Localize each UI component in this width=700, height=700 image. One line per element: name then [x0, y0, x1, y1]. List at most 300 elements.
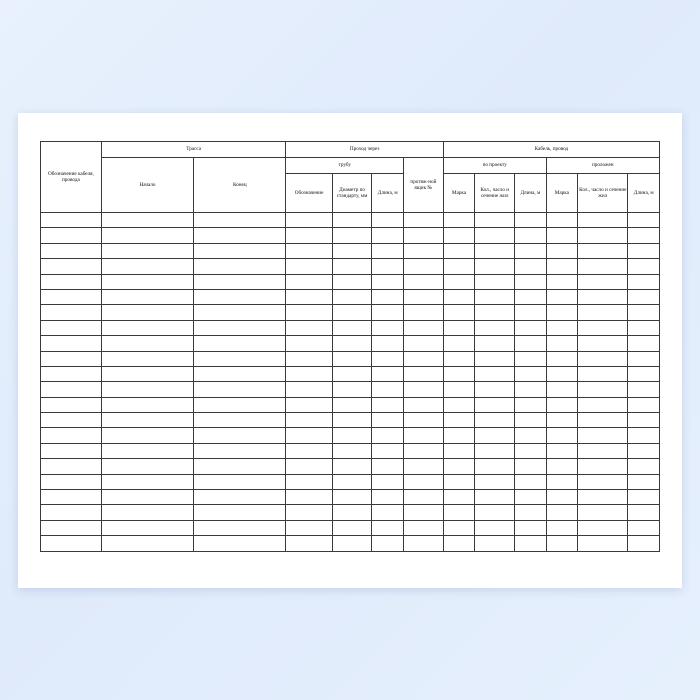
table-cell[interactable]	[628, 382, 660, 397]
table-cell[interactable]	[101, 259, 193, 274]
table-cell[interactable]	[41, 428, 102, 443]
table-cell[interactable]	[403, 305, 443, 320]
table-cell[interactable]	[546, 289, 577, 304]
table-cell[interactable]	[515, 428, 546, 443]
paper-sheet	[18, 113, 682, 588]
table-cell[interactable]	[194, 305, 286, 320]
table-cell[interactable]	[194, 536, 286, 551]
table-cell[interactable]	[475, 474, 515, 489]
table-cell[interactable]	[578, 428, 628, 443]
table-cell[interactable]	[443, 505, 474, 520]
table-cell[interactable]	[286, 382, 332, 397]
table-cell[interactable]	[628, 428, 660, 443]
table-cell[interactable]	[41, 259, 102, 274]
table-cell[interactable]	[41, 443, 102, 458]
table-cell[interactable]	[41, 413, 102, 428]
table-cell[interactable]	[403, 474, 443, 489]
table-cell[interactable]	[286, 228, 332, 243]
table-cell[interactable]	[475, 243, 515, 258]
table-cell[interactable]	[41, 213, 102, 228]
table-cell[interactable]	[515, 366, 546, 381]
table-cell[interactable]	[332, 274, 372, 289]
table-cell[interactable]	[515, 320, 546, 335]
table-cell[interactable]	[515, 413, 546, 428]
table-cell[interactable]	[475, 382, 515, 397]
table-cell[interactable]	[403, 490, 443, 505]
table-cell[interactable]	[286, 474, 332, 489]
table-row	[41, 459, 660, 474]
table-cell[interactable]	[332, 213, 372, 228]
table-cell[interactable]	[372, 459, 403, 474]
table-cell[interactable]	[372, 382, 403, 397]
table-cell[interactable]	[475, 413, 515, 428]
table-cell[interactable]	[628, 351, 660, 366]
table-cell[interactable]	[41, 505, 102, 520]
table-cell[interactable]	[628, 228, 660, 243]
table-cell[interactable]	[101, 366, 193, 381]
table-cell[interactable]	[332, 320, 372, 335]
table-cell[interactable]	[443, 213, 474, 228]
table-cell[interactable]	[546, 320, 577, 335]
table-cell[interactable]	[403, 505, 443, 520]
table-cell[interactable]	[515, 474, 546, 489]
table-cell[interactable]	[578, 274, 628, 289]
table-cell[interactable]	[515, 536, 546, 551]
table-cell[interactable]	[332, 413, 372, 428]
table-cell[interactable]	[443, 459, 474, 474]
table-cell[interactable]	[628, 536, 660, 551]
table-cell[interactable]	[101, 289, 193, 304]
table-cell[interactable]	[41, 243, 102, 258]
table-cell[interactable]	[286, 413, 332, 428]
table-cell[interactable]	[286, 274, 332, 289]
table-cell[interactable]	[515, 351, 546, 366]
table-cell[interactable]	[578, 474, 628, 489]
table-cell[interactable]	[194, 382, 286, 397]
table-cell[interactable]	[628, 443, 660, 458]
table-cell[interactable]	[286, 289, 332, 304]
table-row	[41, 289, 660, 304]
table-cell[interactable]	[372, 305, 403, 320]
table-cell[interactable]	[628, 336, 660, 351]
table-cell[interactable]	[403, 520, 443, 535]
table-cell[interactable]	[403, 413, 443, 428]
table-cell[interactable]	[628, 274, 660, 289]
table-cell[interactable]	[101, 397, 193, 412]
table-cell[interactable]	[101, 243, 193, 258]
table-cell[interactable]	[546, 382, 577, 397]
table-cell[interactable]	[546, 413, 577, 428]
table-cell[interactable]	[286, 243, 332, 258]
table-cell[interactable]	[546, 228, 577, 243]
table-cell[interactable]	[443, 490, 474, 505]
table-header	[41, 142, 660, 213]
table-cell[interactable]	[194, 228, 286, 243]
table-cell[interactable]	[194, 505, 286, 520]
table-cell[interactable]	[372, 520, 403, 535]
table-cell[interactable]	[194, 366, 286, 381]
table-cell[interactable]	[286, 428, 332, 443]
table-cell[interactable]	[475, 459, 515, 474]
table-cell[interactable]	[515, 274, 546, 289]
table-cell[interactable]	[546, 490, 577, 505]
table-cell[interactable]	[546, 505, 577, 520]
table-cell[interactable]	[628, 490, 660, 505]
table-cell[interactable]	[372, 474, 403, 489]
table-cell[interactable]	[546, 351, 577, 366]
table-cell[interactable]	[332, 382, 372, 397]
table-cell[interactable]	[443, 305, 474, 320]
table-cell[interactable]	[194, 428, 286, 443]
table-cell[interactable]	[286, 320, 332, 335]
table-cell[interactable]	[41, 336, 102, 351]
table-cell[interactable]	[372, 413, 403, 428]
table-cell[interactable]	[286, 536, 332, 551]
table-cell[interactable]	[628, 305, 660, 320]
table-cell[interactable]	[628, 520, 660, 535]
table-cell[interactable]	[332, 459, 372, 474]
table-cell[interactable]	[332, 490, 372, 505]
table-cell[interactable]	[578, 228, 628, 243]
table-cell[interactable]	[194, 490, 286, 505]
table-cell[interactable]	[372, 320, 403, 335]
table-cell[interactable]	[628, 366, 660, 381]
table-cell[interactable]	[443, 243, 474, 258]
table-cell[interactable]	[101, 443, 193, 458]
table-cell[interactable]	[332, 351, 372, 366]
table-cell[interactable]	[515, 259, 546, 274]
table-cell[interactable]	[286, 505, 332, 520]
table-cell[interactable]	[546, 336, 577, 351]
table-cell[interactable]	[286, 490, 332, 505]
table-cell[interactable]	[443, 536, 474, 551]
table-cell[interactable]	[475, 320, 515, 335]
table-cell[interactable]	[41, 459, 102, 474]
table-cell[interactable]	[578, 366, 628, 381]
table-cell[interactable]	[475, 259, 515, 274]
table-cell[interactable]	[475, 289, 515, 304]
table-cell[interactable]	[443, 474, 474, 489]
table-cell[interactable]	[101, 320, 193, 335]
table-cell[interactable]	[475, 366, 515, 381]
table-cell[interactable]	[515, 289, 546, 304]
table-cell[interactable]	[443, 228, 474, 243]
table-row	[41, 366, 660, 381]
table-cell[interactable]	[578, 213, 628, 228]
table-cell[interactable]	[546, 443, 577, 458]
table-cell[interactable]	[194, 259, 286, 274]
table-cell[interactable]	[403, 459, 443, 474]
table-cell[interactable]	[403, 382, 443, 397]
table-cell[interactable]	[578, 505, 628, 520]
table-cell[interactable]	[372, 443, 403, 458]
table-cell[interactable]	[41, 228, 102, 243]
table-cell[interactable]	[101, 459, 193, 474]
table-cell[interactable]	[403, 274, 443, 289]
table-cell[interactable]	[443, 397, 474, 412]
table-cell[interactable]	[443, 351, 474, 366]
table-cell[interactable]	[41, 366, 102, 381]
table-cell[interactable]	[332, 336, 372, 351]
table-cell[interactable]	[101, 490, 193, 505]
table-cell[interactable]	[286, 336, 332, 351]
table-cell[interactable]	[403, 443, 443, 458]
table-cell[interactable]	[332, 366, 372, 381]
table-cell[interactable]	[475, 505, 515, 520]
table-cell[interactable]	[332, 443, 372, 458]
table-cell[interactable]	[372, 274, 403, 289]
table-cell[interactable]	[443, 428, 474, 443]
table-cell[interactable]	[578, 443, 628, 458]
table-cell[interactable]	[546, 397, 577, 412]
th-group-pass-through: Проход через	[286, 142, 443, 158]
table-cell[interactable]	[332, 428, 372, 443]
table-cell[interactable]	[403, 259, 443, 274]
table-cell[interactable]	[475, 397, 515, 412]
table-cell[interactable]	[286, 366, 332, 381]
table-cell[interactable]	[578, 382, 628, 397]
table-cell[interactable]	[578, 320, 628, 335]
table-cell[interactable]	[286, 459, 332, 474]
table-cell[interactable]	[515, 397, 546, 412]
table-cell[interactable]	[475, 305, 515, 320]
th-group-cable-wire: Кабель, провод	[443, 142, 659, 158]
table-cell[interactable]	[286, 520, 332, 535]
table-cell[interactable]	[372, 536, 403, 551]
table-cell[interactable]	[101, 536, 193, 551]
table-cell[interactable]	[515, 505, 546, 520]
table-cell[interactable]	[372, 490, 403, 505]
table-cell[interactable]	[332, 536, 372, 551]
table-cell[interactable]	[403, 289, 443, 304]
table-cell[interactable]	[403, 228, 443, 243]
table-cell[interactable]	[372, 213, 403, 228]
table-cell[interactable]	[194, 274, 286, 289]
table-cell[interactable]	[628, 505, 660, 520]
table-cell[interactable]	[286, 397, 332, 412]
table-cell[interactable]	[475, 336, 515, 351]
table-cell[interactable]	[101, 351, 193, 366]
table-cell[interactable]	[194, 413, 286, 428]
table-cell[interactable]	[332, 305, 372, 320]
table-cell[interactable]	[578, 459, 628, 474]
table-cell[interactable]	[443, 289, 474, 304]
table-cell[interactable]	[546, 474, 577, 489]
table-cell[interactable]	[372, 243, 403, 258]
table-cell[interactable]	[403, 428, 443, 443]
table-cell[interactable]	[372, 289, 403, 304]
table-cell[interactable]	[578, 243, 628, 258]
table-cell[interactable]	[475, 490, 515, 505]
table-cell[interactable]	[578, 336, 628, 351]
table-cell[interactable]	[475, 428, 515, 443]
table-cell[interactable]	[475, 228, 515, 243]
table-cell[interactable]	[578, 259, 628, 274]
table-cell[interactable]	[628, 320, 660, 335]
table-cell[interactable]	[475, 213, 515, 228]
table-cell[interactable]	[628, 474, 660, 489]
table-cell[interactable]	[515, 459, 546, 474]
table-cell[interactable]	[372, 228, 403, 243]
table-cell[interactable]	[332, 520, 372, 535]
table-cell[interactable]	[403, 397, 443, 412]
table-cell[interactable]	[101, 228, 193, 243]
table-cell[interactable]	[194, 459, 286, 474]
table-cell[interactable]	[443, 382, 474, 397]
table-cell[interactable]	[41, 490, 102, 505]
table-row	[41, 397, 660, 412]
table-cell[interactable]	[403, 213, 443, 228]
table-cell[interactable]	[332, 505, 372, 520]
table-cell[interactable]	[546, 536, 577, 551]
table-cell[interactable]	[403, 243, 443, 258]
table-cell[interactable]	[546, 305, 577, 320]
table-cell[interactable]	[194, 336, 286, 351]
table-cell[interactable]	[372, 397, 403, 412]
table-cell[interactable]	[515, 213, 546, 228]
table-cell[interactable]	[443, 259, 474, 274]
table-cell[interactable]	[443, 320, 474, 335]
table-cell[interactable]	[443, 336, 474, 351]
table-cell[interactable]	[403, 336, 443, 351]
table-cell[interactable]	[194, 289, 286, 304]
table-cell[interactable]	[41, 397, 102, 412]
table-cell[interactable]	[41, 382, 102, 397]
table-cell[interactable]	[41, 520, 102, 535]
table-cell[interactable]	[41, 474, 102, 489]
table-cell[interactable]	[546, 274, 577, 289]
table-cell[interactable]	[578, 351, 628, 366]
table-cell[interactable]	[41, 351, 102, 366]
table-cell[interactable]	[194, 351, 286, 366]
table-cell[interactable]	[101, 305, 193, 320]
th-pull-box: протяж-ной ящик №	[403, 158, 443, 213]
table-cell[interactable]	[101, 213, 193, 228]
table-cell[interactable]	[515, 382, 546, 397]
table-cell[interactable]	[443, 366, 474, 381]
table-cell[interactable]	[372, 351, 403, 366]
table-cell[interactable]	[443, 520, 474, 535]
th-route-start: Начало	[101, 158, 193, 213]
table-cell[interactable]	[628, 413, 660, 428]
table-cell[interactable]	[194, 520, 286, 535]
table-cell[interactable]	[101, 474, 193, 489]
table-cell[interactable]	[578, 520, 628, 535]
table-cell[interactable]	[475, 443, 515, 458]
table-cell[interactable]	[41, 305, 102, 320]
table-cell[interactable]	[443, 443, 474, 458]
table-cell[interactable]	[332, 397, 372, 412]
table-cell[interactable]	[443, 413, 474, 428]
table-cell[interactable]	[194, 397, 286, 412]
table-cell[interactable]	[41, 320, 102, 335]
table-cell[interactable]	[475, 274, 515, 289]
table-cell[interactable]	[332, 289, 372, 304]
table-cell[interactable]	[194, 320, 286, 335]
table-cell[interactable]	[578, 413, 628, 428]
table-cell[interactable]	[578, 289, 628, 304]
table-cell[interactable]	[101, 274, 193, 289]
table-row	[41, 443, 660, 458]
table-cell[interactable]	[628, 289, 660, 304]
table-cell[interactable]	[546, 520, 577, 535]
table-cell[interactable]	[515, 336, 546, 351]
table-cell[interactable]	[628, 459, 660, 474]
table-cell[interactable]	[101, 505, 193, 520]
table-row	[41, 428, 660, 443]
table-cell[interactable]	[194, 474, 286, 489]
table-cell[interactable]	[403, 351, 443, 366]
table-cell[interactable]	[372, 366, 403, 381]
table-cell[interactable]	[628, 243, 660, 258]
table-cell[interactable]	[41, 536, 102, 551]
table-cell[interactable]	[578, 305, 628, 320]
table-cell[interactable]	[372, 428, 403, 443]
table-cell[interactable]	[546, 366, 577, 381]
table-cell[interactable]	[628, 397, 660, 412]
table-cell[interactable]	[515, 305, 546, 320]
table-cell[interactable]	[546, 243, 577, 258]
table-cell[interactable]	[41, 289, 102, 304]
table-cell[interactable]	[332, 474, 372, 489]
table-cell[interactable]	[515, 443, 546, 458]
table-cell[interactable]	[332, 259, 372, 274]
table-cell[interactable]	[578, 397, 628, 412]
table-cell[interactable]	[332, 228, 372, 243]
table-cell[interactable]	[101, 428, 193, 443]
table-cell[interactable]	[515, 228, 546, 243]
cable-log-table	[40, 141, 660, 552]
table-cell[interactable]	[515, 490, 546, 505]
table-cell[interactable]	[546, 259, 577, 274]
table-cell[interactable]	[515, 243, 546, 258]
table-cell[interactable]	[403, 366, 443, 381]
table-cell[interactable]	[101, 336, 193, 351]
table-cell[interactable]	[286, 259, 332, 274]
table-cell[interactable]	[628, 213, 660, 228]
table-cell[interactable]	[443, 274, 474, 289]
table-cell[interactable]	[475, 351, 515, 366]
table-cell[interactable]	[403, 320, 443, 335]
table-cell[interactable]	[332, 243, 372, 258]
table-cell[interactable]	[286, 351, 332, 366]
table-cell[interactable]	[101, 413, 193, 428]
table-cell[interactable]	[628, 259, 660, 274]
table-row	[41, 243, 660, 258]
table-cell[interactable]	[194, 443, 286, 458]
table-cell[interactable]	[286, 213, 332, 228]
table-cell[interactable]	[101, 520, 193, 535]
table-cell[interactable]	[578, 536, 628, 551]
table-cell[interactable]	[515, 520, 546, 535]
table-cell[interactable]	[372, 336, 403, 351]
table-cell[interactable]	[546, 213, 577, 228]
table-cell[interactable]	[578, 490, 628, 505]
table-cell[interactable]	[372, 259, 403, 274]
table-cell[interactable]	[546, 428, 577, 443]
table-cell[interactable]	[101, 382, 193, 397]
table-cell[interactable]	[475, 536, 515, 551]
table-cell[interactable]	[194, 213, 286, 228]
table-cell[interactable]	[403, 536, 443, 551]
table-cell[interactable]	[372, 505, 403, 520]
table-cell[interactable]	[194, 243, 286, 258]
table-cell[interactable]	[41, 274, 102, 289]
table-cell[interactable]	[286, 305, 332, 320]
table-cell[interactable]	[286, 443, 332, 458]
table-cell[interactable]	[546, 459, 577, 474]
table-cell[interactable]	[475, 520, 515, 535]
